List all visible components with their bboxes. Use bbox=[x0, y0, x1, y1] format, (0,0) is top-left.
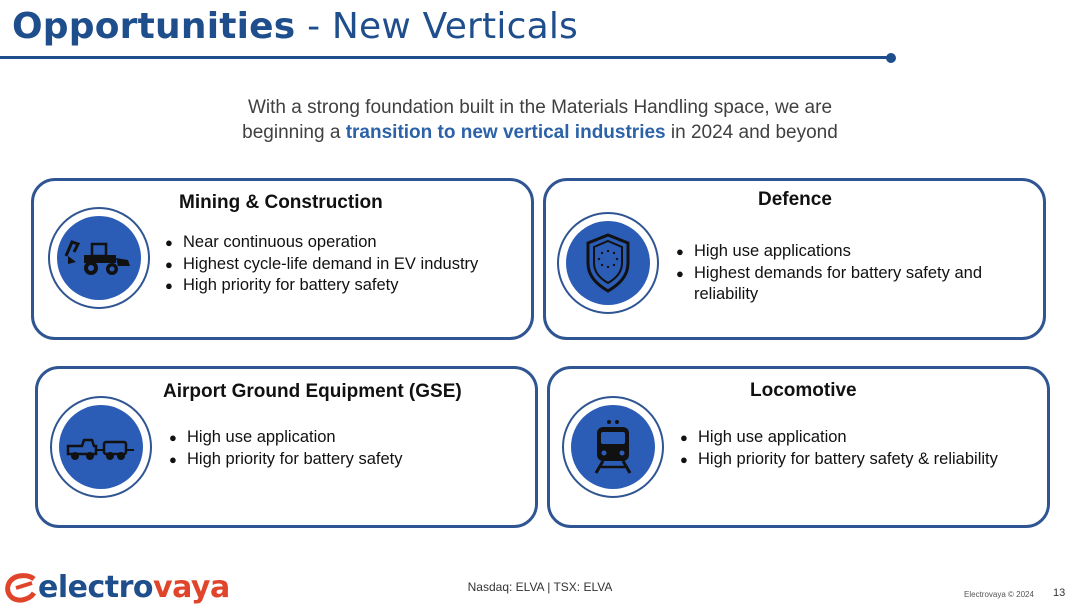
vertical-card-defence bbox=[543, 178, 1046, 340]
card-title: Defence bbox=[758, 189, 832, 210]
shield-icon bbox=[566, 221, 650, 305]
title-underline-dot bbox=[886, 53, 896, 63]
slide-title bbox=[12, 6, 578, 47]
intro-line-2 bbox=[140, 120, 940, 145]
vertical-card-locomotive bbox=[547, 366, 1050, 528]
icon-ring bbox=[557, 212, 659, 314]
intro-line-1: With a strong foundation built in the Materials Handling space, we are bbox=[247, 97, 833, 118]
bullet-item: ● High priority for battery safety bbox=[169, 449, 403, 471]
card-bullets bbox=[169, 427, 403, 470]
icon-ring bbox=[562, 396, 664, 498]
intro-highlight: transition to new vertical industries bbox=[345, 122, 666, 143]
icon-ring bbox=[48, 207, 150, 309]
intro-pre: beginning a bbox=[242, 122, 346, 143]
bullet-item: ● High use application bbox=[680, 427, 998, 449]
logo-text-1: electro bbox=[38, 570, 154, 605]
icon-ring bbox=[50, 396, 152, 498]
bullet-item: ● Highest demands for battery safety and reliability bbox=[676, 263, 1021, 306]
card-bullets bbox=[676, 241, 1021, 306]
intro-post: in 2024 and beyond bbox=[665, 122, 838, 143]
slide-title-bold: Opportunities bbox=[12, 6, 296, 47]
intro-text bbox=[140, 95, 940, 145]
footer-copyright: Electrovaya © 2024 bbox=[964, 590, 1034, 599]
excavator-icon bbox=[57, 216, 141, 300]
bullet-item: ● High use application bbox=[169, 427, 403, 449]
page-number: 13 bbox=[1053, 587, 1066, 599]
bullet-item: ● Near continuous operation bbox=[165, 232, 478, 254]
slide-title-rest: - New Verticals bbox=[295, 6, 578, 47]
bullet-item: ● High use applications bbox=[676, 241, 1021, 263]
bullet-item: ● High priority for battery safety bbox=[165, 275, 478, 297]
train-icon bbox=[571, 405, 655, 489]
vertical-card-airport-gse bbox=[35, 366, 538, 528]
title-underline bbox=[0, 56, 890, 59]
card-title: Airport Ground Equipment (GSE) bbox=[163, 381, 462, 402]
bullet-item: ● High priority for battery safety & reliability bbox=[680, 449, 998, 471]
card-title: Locomotive bbox=[750, 380, 857, 401]
bullet-item: ● Highest cycle-life demand in EV industry bbox=[165, 254, 478, 276]
footer-ticker: Nasdaq: ELVA | TSX: ELVA bbox=[467, 580, 613, 594]
card-bullets bbox=[680, 427, 998, 470]
logo-text-2: vaya bbox=[153, 570, 230, 605]
baggage-tug-icon bbox=[59, 405, 143, 489]
card-title: Mining & Construction bbox=[179, 192, 383, 213]
vertical-card-mining bbox=[31, 178, 534, 340]
card-bullets bbox=[165, 232, 478, 297]
